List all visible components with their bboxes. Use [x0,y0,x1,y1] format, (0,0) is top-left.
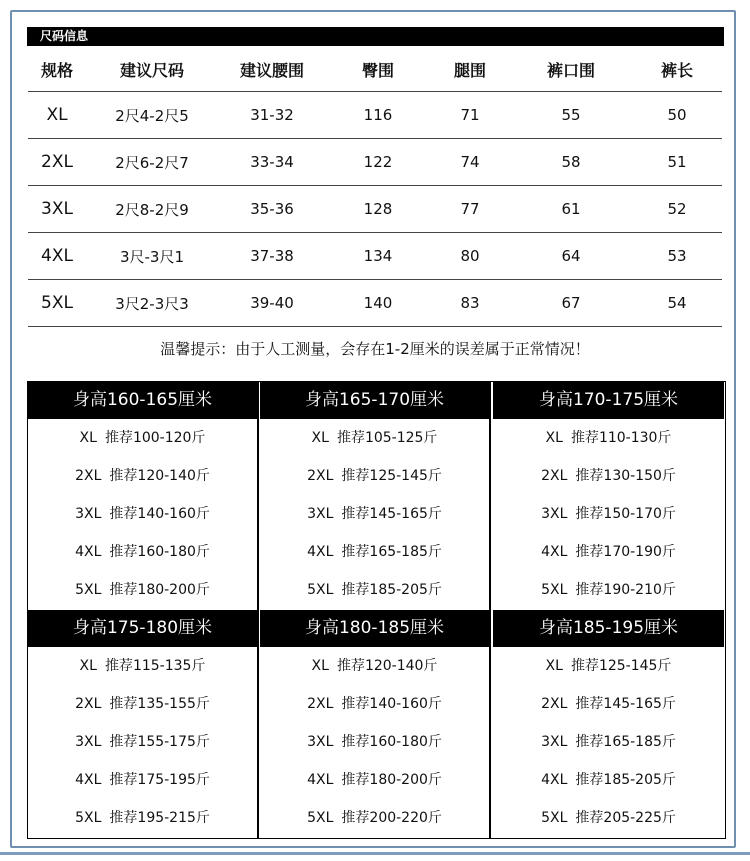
table-cell: 83 [430,280,510,327]
recommend-prefix: 推荐 [570,430,599,446]
height-range-heading: 身高170-175厘米 [493,382,724,419]
list-item [260,647,489,685]
weight-range: 180-200斤 [137,582,210,598]
size-label: 3XL [541,734,568,750]
recommend-prefix: 推荐 [109,468,138,484]
recommend-prefix: 推荐 [341,468,370,484]
weight-range: 120-140斤 [364,658,438,674]
recommend-prefix: 推荐 [570,658,599,674]
table-cell: 3尺-3尺1 [86,233,218,280]
table-cell: XL [28,92,86,139]
list-item [493,685,724,723]
weight-range: 190-210斤 [603,582,676,598]
size-table [28,48,722,327]
list-item [28,419,257,457]
weight-range: 105-125斤 [364,430,438,446]
size-label: 2XL [541,696,568,712]
weight-range: 185-205斤 [369,582,442,598]
recommend-prefix: 推荐 [336,430,365,446]
weight-range: 155-175斤 [137,734,210,750]
section-header-bar [27,27,724,46]
recommend-prefix: 推荐 [575,772,604,788]
table-cell: 61 [510,186,632,233]
list-item [493,761,724,799]
table-cell: 39-40 [218,280,326,327]
list-item [28,685,257,723]
weight-range: 185-205斤 [603,772,676,788]
weight-range: 160-180斤 [137,544,210,560]
table-cell: 116 [326,92,430,139]
size-label: XL [545,658,563,674]
height-range-heading: 身高165-170厘米 [260,382,489,419]
list-item [28,457,257,495]
recommend-prefix: 推荐 [575,734,604,750]
list-item [260,571,489,609]
table-row [28,186,722,233]
table-cell: 50 [632,92,722,139]
weight-range: 120-140斤 [137,468,210,484]
section-title: 尺码信息 [40,29,89,43]
table-cell: 55 [510,92,632,139]
weight-range: 125-145斤 [369,468,442,484]
list-item [28,799,257,837]
size-label: 5XL [75,582,102,598]
weight-range: 170-190斤 [603,544,676,560]
table-cell: 53 [632,233,722,280]
size-label: XL [545,430,563,446]
table-cell: 2尺6-2尺7 [86,139,218,186]
size-label: XL [311,658,329,674]
column-header: 腿围 [430,48,510,92]
size-label: 5XL [307,582,334,598]
table-cell: 5XL [28,280,86,327]
size-table-header-row [28,48,722,92]
table-cell: 2尺4-2尺5 [86,92,218,139]
column-header: 规格 [28,48,86,92]
size-label: 4XL [75,772,102,788]
table-cell: 80 [430,233,510,280]
table-cell: 134 [326,233,430,280]
size-label: 3XL [75,734,102,750]
table-cell: 2XL [28,139,86,186]
list-item [260,799,489,837]
size-label: 4XL [307,772,334,788]
recommend-prefix: 推荐 [109,810,138,826]
height-range-heading: 身高160-165厘米 [28,382,257,419]
column-header: 裤长 [632,48,722,92]
weight-range: 130-150斤 [603,468,676,484]
table-row [28,280,722,327]
list-item [493,419,724,457]
size-label: XL [311,430,329,446]
list-item [260,533,489,571]
list-item [260,419,489,457]
weight-range: 140-160斤 [137,506,210,522]
size-label: 2XL [541,468,568,484]
weight-range: 110-130斤 [598,430,672,446]
weight-range: 150-170斤 [603,506,676,522]
table-cell: 51 [632,139,722,186]
recommendation-grid [27,381,726,839]
column-header: 裤口围 [510,48,632,92]
table-cell: 74 [430,139,510,186]
list-item [493,723,724,761]
recommend-prefix: 推荐 [341,544,370,560]
recommend-prefix: 推荐 [575,544,604,560]
size-label: 2XL [307,468,334,484]
recommend-prefix: 推荐 [104,430,133,446]
measurement-note: 温馨提示：由于人工测量，会存在1-2厘米的误差属于正常情况！ [160,340,590,358]
recommend-prefix: 推荐 [336,658,365,674]
size-label: 2XL [75,468,102,484]
weight-range: 160-180斤 [369,734,442,750]
weight-range: 180-200斤 [369,772,442,788]
size-label: 4XL [75,544,102,560]
recommend-prefix: 推荐 [341,696,370,712]
list-item [28,495,257,533]
size-label: 2XL [75,696,102,712]
recommend-prefix: 推荐 [109,582,138,598]
list-item [260,723,489,761]
weight-range: 175-195斤 [137,772,210,788]
size-label: 4XL [541,544,568,560]
size-label: 5XL [307,810,334,826]
table-cell: 4XL [28,233,86,280]
recommend-prefix: 推荐 [109,506,138,522]
table-cell: 140 [326,280,430,327]
table-cell: 128 [326,186,430,233]
table-cell: 77 [430,186,510,233]
size-label: 3XL [541,506,568,522]
table-cell: 37-38 [218,233,326,280]
list-item [493,647,724,685]
weight-range: 145-165斤 [369,506,442,522]
weight-range: 165-185斤 [369,544,442,560]
recommend-prefix: 推荐 [341,506,370,522]
size-label: 4XL [541,772,568,788]
recommendation-block [28,610,259,838]
recommend-prefix: 推荐 [575,506,604,522]
size-label: 3XL [307,734,334,750]
table-cell: 33-34 [218,139,326,186]
table-cell: 54 [632,280,722,327]
weight-range: 135-155斤 [137,696,210,712]
table-cell: 2尺8-2尺9 [86,186,218,233]
table-cell: 67 [510,280,632,327]
table-cell: 3尺2-3尺3 [86,280,218,327]
list-item [28,571,257,609]
recommend-prefix: 推荐 [575,696,604,712]
weight-range: 205-225斤 [603,810,676,826]
recommend-prefix: 推荐 [109,772,138,788]
size-label: 5XL [541,810,568,826]
recommend-prefix: 推荐 [109,696,138,712]
weight-range: 145-165斤 [603,696,676,712]
list-item [28,723,257,761]
recommendation-block [493,610,724,838]
recommend-prefix: 推荐 [575,468,604,484]
column-header: 建议腰围 [218,48,326,92]
size-label: XL [79,430,97,446]
recommend-prefix: 推荐 [341,734,370,750]
table-cell: 31-32 [218,92,326,139]
size-label: XL [79,658,97,674]
height-range-heading: 身高175-180厘米 [28,610,257,647]
table-cell: 122 [326,139,430,186]
table-cell: 64 [510,233,632,280]
size-label: 2XL [307,696,334,712]
list-item [28,533,257,571]
list-item [260,685,489,723]
recommend-prefix: 推荐 [104,658,133,674]
recommend-prefix: 推荐 [341,772,370,788]
recommend-prefix: 推荐 [341,810,370,826]
recommend-prefix: 推荐 [575,582,604,598]
weight-range: 100-120斤 [132,430,206,446]
height-range-heading: 身高185-195厘米 [493,610,724,647]
size-label: 4XL [307,544,334,560]
recommendation-block [260,610,491,838]
bottom-divider [0,852,750,855]
recommend-prefix: 推荐 [109,734,138,750]
size-label: 5XL [541,582,568,598]
list-item [493,799,724,837]
list-item [28,647,257,685]
size-label: 3XL [307,506,334,522]
weight-range: 125-145斤 [598,658,672,674]
recommend-prefix: 推荐 [109,544,138,560]
recommend-prefix: 推荐 [341,582,370,598]
size-label: 3XL [75,506,102,522]
table-cell: 52 [632,186,722,233]
weight-range: 165-185斤 [603,734,676,750]
list-item [493,571,724,609]
table-cell: 35-36 [218,186,326,233]
list-item [493,457,724,495]
weight-range: 140-160斤 [369,696,442,712]
weight-range: 195-215斤 [137,810,210,826]
recommendation-block [493,382,724,610]
list-item [493,533,724,571]
recommend-prefix: 推荐 [575,810,604,826]
column-header: 建议尺码 [86,48,218,92]
weight-range: 200-220斤 [369,810,442,826]
table-row [28,233,722,280]
table-row [28,92,722,139]
list-item [260,761,489,799]
recommendation-block [28,382,259,610]
table-cell: 71 [430,92,510,139]
table-row [28,139,722,186]
recommendation-block [260,382,491,610]
weight-range: 115-135斤 [132,658,206,674]
list-item [260,457,489,495]
list-item [260,495,489,533]
height-range-heading: 身高180-185厘米 [260,610,489,647]
list-item [493,495,724,533]
column-header: 臀围 [326,48,430,92]
size-label: 5XL [75,810,102,826]
table-cell: 3XL [28,186,86,233]
table-cell: 58 [510,139,632,186]
list-item [28,761,257,799]
